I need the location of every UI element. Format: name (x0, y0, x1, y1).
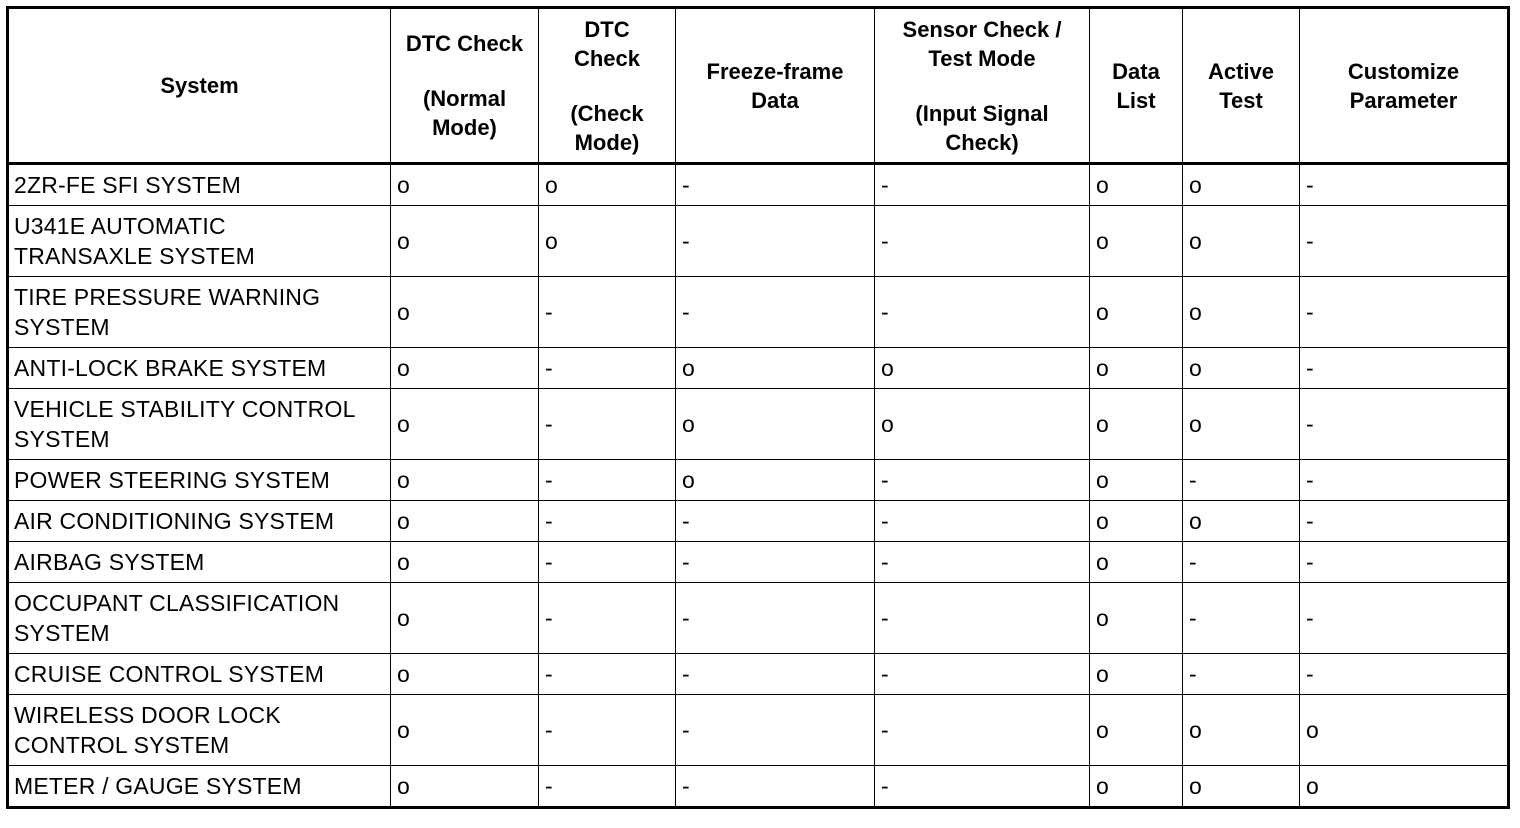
supported-mark: o (682, 467, 695, 493)
support-cell (1300, 766, 1509, 808)
system-name-line: SYSTEM (14, 620, 110, 646)
active-test-header (1183, 8, 1300, 164)
supported-mark: o (1096, 773, 1109, 799)
freeze-frame-header (676, 8, 875, 164)
table-row (8, 164, 1509, 206)
supported-mark: o (1189, 299, 1202, 325)
system-name-line: AIRBAG SYSTEM (14, 549, 205, 575)
support-cell (1090, 501, 1183, 542)
support-cell (875, 277, 1090, 348)
support-cell (1090, 766, 1183, 808)
support-cell (875, 389, 1090, 460)
support-cell (391, 389, 539, 460)
not-supported-mark: - (545, 549, 553, 575)
not-supported-mark: - (881, 299, 889, 325)
support-cell (539, 277, 676, 348)
support-cell (676, 766, 875, 808)
support-cell (1300, 164, 1509, 206)
support-cell (1090, 277, 1183, 348)
not-supported-mark: - (545, 299, 553, 325)
support-cell (875, 206, 1090, 277)
system-name-cell (8, 695, 391, 766)
support-cell (539, 501, 676, 542)
supported-mark: o (397, 717, 410, 743)
not-supported-mark: - (881, 228, 889, 254)
dtc-check-normal-header (391, 8, 539, 164)
support-cell (676, 206, 875, 277)
system-name-line: WIRELESS DOOR LOCK (14, 702, 281, 728)
support-cell (539, 164, 676, 206)
not-supported-mark: - (881, 717, 889, 743)
support-cell (391, 164, 539, 206)
support-cell (1300, 460, 1509, 501)
header-line: Freeze-frame (706, 58, 844, 84)
not-supported-mark: - (1306, 467, 1314, 493)
not-supported-mark: - (682, 773, 690, 799)
support-cell (391, 206, 539, 277)
header-line: Parameter (1349, 87, 1458, 113)
supported-mark: o (1096, 467, 1109, 493)
support-cell (391, 766, 539, 808)
supported-mark: o (397, 549, 410, 575)
support-cell (875, 164, 1090, 206)
system-name-cell (8, 654, 391, 695)
customize-parameter-header (1300, 8, 1509, 164)
system-name-cell (8, 542, 391, 583)
table-row (8, 501, 1509, 542)
support-cell (875, 542, 1090, 583)
support-cell (875, 501, 1090, 542)
support-cell (1183, 460, 1300, 501)
supported-mark: o (1306, 717, 1319, 743)
not-supported-mark: - (682, 717, 690, 743)
header-line: Sensor Check / (902, 16, 1062, 42)
support-cell (1183, 654, 1300, 695)
header-line: Test Mode (928, 45, 1036, 71)
not-supported-mark: - (881, 549, 889, 575)
supported-mark: o (1096, 411, 1109, 437)
support-cell (391, 348, 539, 389)
dtc-check-check-header (539, 8, 676, 164)
support-cell (875, 348, 1090, 389)
supported-mark: o (397, 228, 410, 254)
support-cell (676, 389, 875, 460)
support-cell (1183, 501, 1300, 542)
system-name-line: OCCUPANT CLASSIFICATION (14, 590, 340, 616)
system-name-line: ANTI-LOCK BRAKE SYSTEM (14, 355, 327, 381)
support-cell (1300, 654, 1509, 695)
support-cell (1090, 654, 1183, 695)
supported-mark: o (397, 773, 410, 799)
support-cell (676, 164, 875, 206)
system-name-line: AIR CONDITIONING SYSTEM (14, 508, 335, 534)
support-cell (391, 501, 539, 542)
support-cell (1183, 542, 1300, 583)
supported-mark: o (397, 172, 410, 198)
not-supported-mark: - (545, 508, 553, 534)
supported-mark: o (682, 411, 695, 437)
not-supported-mark: - (1306, 228, 1314, 254)
not-supported-mark: - (545, 773, 553, 799)
not-supported-mark: - (881, 508, 889, 534)
header-line: Customize (1347, 58, 1460, 84)
not-supported-mark: - (545, 411, 553, 437)
support-cell (391, 460, 539, 501)
header-line: Mode) (432, 115, 497, 140)
support-cell (676, 501, 875, 542)
table-header (8, 8, 1509, 164)
supported-mark: o (1096, 661, 1109, 687)
table-row (8, 654, 1509, 695)
support-cell (539, 542, 676, 583)
support-cell (676, 583, 875, 654)
supported-mark: o (1096, 508, 1109, 534)
not-supported-mark: - (545, 605, 553, 631)
support-cell (1300, 695, 1509, 766)
sensor-check-header (875, 8, 1090, 164)
supported-mark: o (1189, 717, 1202, 743)
supported-mark: o (1306, 773, 1319, 799)
system-name-line: SYSTEM (14, 314, 110, 340)
not-supported-mark: - (881, 773, 889, 799)
header-line: List (1116, 87, 1156, 113)
support-cell (1183, 348, 1300, 389)
not-supported-mark: - (682, 508, 690, 534)
not-supported-mark: - (1189, 605, 1197, 631)
supported-mark: o (1189, 411, 1202, 437)
not-supported-mark: - (682, 605, 690, 631)
not-supported-mark: - (1189, 467, 1197, 493)
supported-mark: o (1096, 605, 1109, 631)
not-supported-mark: - (1306, 172, 1314, 198)
not-supported-mark: - (1306, 355, 1314, 381)
supported-mark: o (1096, 717, 1109, 743)
header-line: Check) (945, 129, 1019, 155)
system-header (8, 8, 391, 164)
support-cell (539, 654, 676, 695)
system-name-cell (8, 277, 391, 348)
not-supported-mark: - (1306, 299, 1314, 325)
support-cell (1183, 695, 1300, 766)
supported-mark: o (545, 172, 558, 198)
not-supported-mark: - (545, 717, 553, 743)
system-name-cell (8, 583, 391, 654)
support-cell (1300, 206, 1509, 277)
system-name-cell (8, 460, 391, 501)
not-supported-mark: - (1189, 661, 1197, 687)
supported-mark: o (1096, 299, 1109, 325)
not-supported-mark: - (1306, 411, 1314, 437)
supported-mark: o (397, 605, 410, 631)
system-name-cell (8, 348, 391, 389)
system-name-line: TIRE PRESSURE WARNING (14, 284, 321, 310)
support-cell (1183, 389, 1300, 460)
header-line: Mode) (574, 129, 640, 155)
support-cell (539, 389, 676, 460)
header-line: (Check (570, 100, 644, 126)
table-row (8, 460, 1509, 501)
support-cell (391, 277, 539, 348)
header-line: Data (751, 87, 799, 113)
support-cell (1090, 542, 1183, 583)
support-cell (1300, 277, 1509, 348)
support-cell (539, 695, 676, 766)
support-cell (875, 583, 1090, 654)
support-cell (1300, 389, 1509, 460)
table-row (8, 348, 1509, 389)
system-name-line: U341E AUTOMATIC (14, 213, 226, 239)
supported-mark: o (881, 411, 894, 437)
not-supported-mark: - (1306, 661, 1314, 687)
support-cell (1090, 695, 1183, 766)
data-list-header (1090, 8, 1183, 164)
supported-mark: o (1189, 508, 1202, 534)
supported-mark: o (1189, 773, 1202, 799)
support-cell (1183, 164, 1300, 206)
system-name-line: 2ZR-FE SFI SYSTEM (14, 172, 242, 198)
table-row (8, 206, 1509, 277)
support-cell (676, 695, 875, 766)
supported-mark: o (545, 228, 558, 254)
support-cell (676, 277, 875, 348)
supported-mark: o (397, 355, 410, 381)
supported-mark: o (1096, 549, 1109, 575)
table-row (8, 389, 1509, 460)
header-line: Active (1207, 58, 1275, 84)
support-cell (875, 766, 1090, 808)
support-cell (391, 654, 539, 695)
support-cell (676, 460, 875, 501)
support-cell (1183, 277, 1300, 348)
support-cell (1183, 766, 1300, 808)
system-name-line: SYSTEM (14, 426, 110, 452)
not-supported-mark: - (881, 172, 889, 198)
header-line: (Input Signal (915, 100, 1049, 126)
support-cell (1090, 348, 1183, 389)
table-row (8, 277, 1509, 348)
support-cell (1183, 206, 1300, 277)
not-supported-mark: - (682, 228, 690, 254)
support-cell (676, 654, 875, 695)
header-line: Data (1112, 58, 1160, 84)
not-supported-mark: - (881, 661, 889, 687)
system-name-cell (8, 206, 391, 277)
not-supported-mark: - (682, 172, 690, 198)
not-supported-mark: - (545, 355, 553, 381)
supported-mark: o (1189, 172, 1202, 198)
not-supported-mark: - (881, 467, 889, 493)
system-name-line: POWER STEERING SYSTEM (14, 467, 331, 493)
support-cell (1090, 389, 1183, 460)
header-line: Check (573, 45, 641, 71)
support-cell (539, 348, 676, 389)
supported-mark: o (397, 299, 410, 325)
supported-mark: o (1189, 228, 1202, 254)
support-cell (539, 460, 676, 501)
system-name-cell (8, 501, 391, 542)
supported-mark: o (1096, 228, 1109, 254)
system-name-cell (8, 164, 391, 206)
support-cell (1090, 206, 1183, 277)
header-row (8, 8, 1509, 164)
supported-mark: o (397, 467, 410, 493)
not-supported-mark: - (1306, 605, 1314, 631)
supported-mark: o (1096, 355, 1109, 381)
support-cell (539, 583, 676, 654)
support-cell (391, 583, 539, 654)
system-name-cell (8, 766, 391, 808)
system-name-line: TRANSAXLE SYSTEM (14, 243, 255, 269)
support-cell (1300, 583, 1509, 654)
table-row (8, 766, 1509, 808)
not-supported-mark: - (1306, 549, 1314, 575)
header-line: DTC Check (405, 31, 524, 56)
supported-mark: o (682, 355, 695, 381)
support-cell (1090, 460, 1183, 501)
support-cell (1090, 583, 1183, 654)
not-supported-mark: - (682, 299, 690, 325)
system-name-cell (8, 389, 391, 460)
support-cell (1090, 164, 1183, 206)
support-cell (1183, 583, 1300, 654)
header-line: DTC (584, 16, 630, 42)
table-body (8, 164, 1509, 808)
support-cell (676, 348, 875, 389)
header-line: Test (1219, 87, 1263, 113)
system-name-line: VEHICLE STABILITY CONTROL (14, 396, 356, 422)
support-cell (539, 206, 676, 277)
supported-mark: o (397, 661, 410, 687)
support-cell (391, 695, 539, 766)
supported-mark: o (881, 355, 894, 381)
system-name-line: CRUISE CONTROL SYSTEM (14, 661, 325, 687)
function-support-table (6, 6, 1510, 809)
header-spacer (391, 58, 538, 84)
supported-mark: o (397, 508, 410, 534)
support-cell (875, 654, 1090, 695)
supported-mark: o (1096, 172, 1109, 198)
not-supported-mark: - (545, 661, 553, 687)
not-supported-mark: - (682, 549, 690, 575)
support-cell (1300, 501, 1509, 542)
table-row (8, 542, 1509, 583)
support-cell (1300, 542, 1509, 583)
header-line: (Normal (422, 86, 507, 111)
support-cell (676, 542, 875, 583)
table-row (8, 695, 1509, 766)
table-row (8, 583, 1509, 654)
supported-mark: o (1189, 355, 1202, 381)
support-cell (875, 695, 1090, 766)
support-cell (875, 460, 1090, 501)
header-spacer (875, 73, 1089, 99)
support-cell (391, 542, 539, 583)
support-cell (539, 766, 676, 808)
header-spacer (539, 73, 675, 99)
not-supported-mark: - (545, 467, 553, 493)
not-supported-mark: - (881, 605, 889, 631)
not-supported-mark: - (1306, 508, 1314, 534)
system-name-line: METER / GAUGE SYSTEM (14, 773, 302, 799)
supported-mark: o (397, 411, 410, 437)
not-supported-mark: - (1189, 549, 1197, 575)
system-name-line: CONTROL SYSTEM (14, 732, 230, 758)
header-line: System (160, 73, 239, 98)
support-cell (1300, 348, 1509, 389)
not-supported-mark: - (682, 661, 690, 687)
